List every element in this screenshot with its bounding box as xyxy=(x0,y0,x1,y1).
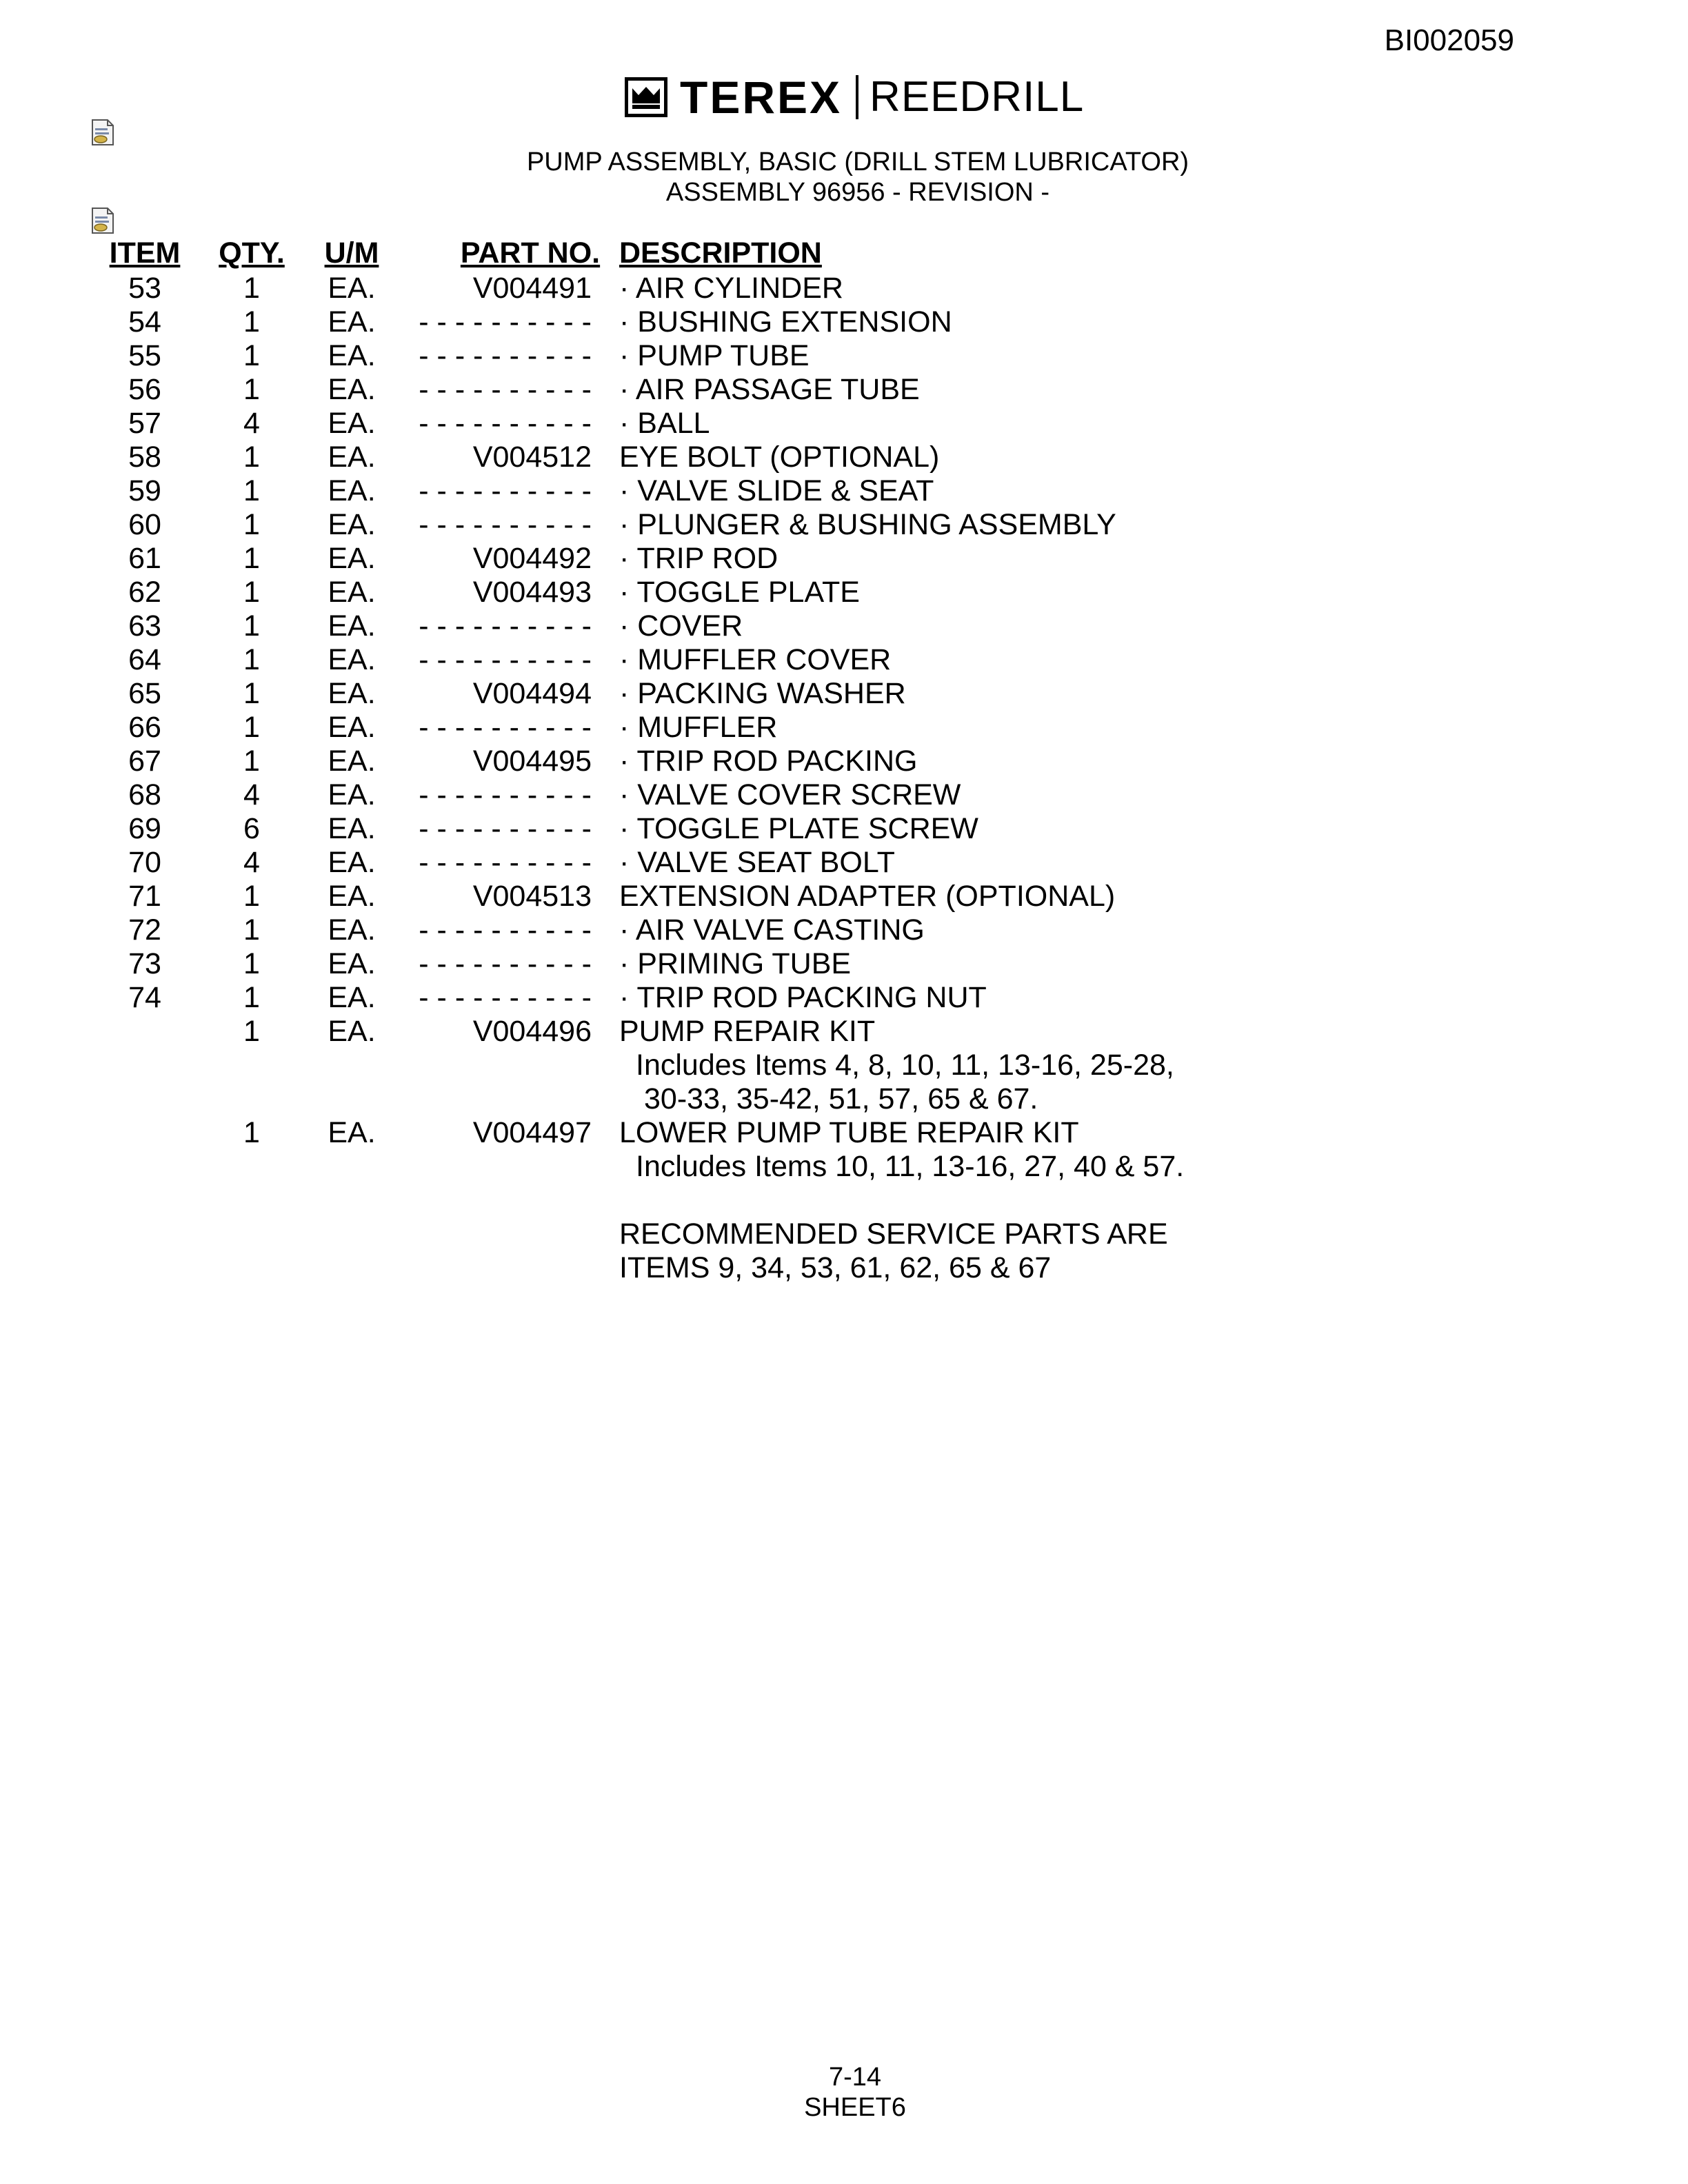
qty-cell: 4 xyxy=(243,778,260,811)
um-cell: EA. xyxy=(328,508,376,541)
qty-cell: 1 xyxy=(243,677,260,710)
empty-cell xyxy=(90,1049,200,1082)
empty-cell xyxy=(400,1217,619,1251)
empty-cell xyxy=(90,1217,200,1251)
qty-cell: 1 xyxy=(243,576,260,609)
empty-cell xyxy=(200,1251,303,1285)
logo-brand-text: TEREX xyxy=(680,72,843,123)
item-cell: 63 xyxy=(128,609,161,643)
part-no-cell: V004495 xyxy=(472,745,592,778)
header-part-no: PART NO. xyxy=(460,236,601,270)
part-no-cell: - - - - - - - - - - xyxy=(419,407,592,440)
description-cell: · VALVE COVER SCREW xyxy=(619,778,961,811)
um-cell: EA. xyxy=(328,981,376,1014)
part-no-cell: V004496 xyxy=(472,1015,592,1048)
description-cell: · PRIMING TUBE xyxy=(619,947,852,980)
part-no-cell: V004493 xyxy=(472,576,592,609)
item-cell: 62 xyxy=(128,576,161,609)
document-link-icon-2[interactable] xyxy=(91,207,114,234)
description-cell: · MUFFLER xyxy=(619,711,778,744)
qty-cell: 1 xyxy=(243,711,260,744)
um-cell: EA. xyxy=(328,305,376,338)
qty-cell: 1 xyxy=(243,508,260,541)
table-row xyxy=(90,542,1184,576)
qty-cell: 6 xyxy=(243,812,260,845)
description-cell: · AIR CYLINDER xyxy=(619,272,843,305)
table-row xyxy=(90,305,1184,339)
part-no-cell: - - - - - - - - - - xyxy=(419,339,592,372)
empty-cell xyxy=(90,1082,200,1116)
um-cell: EA. xyxy=(328,677,376,710)
empty-cell xyxy=(400,1150,619,1184)
part-no-cell: - - - - - - - - - - xyxy=(419,812,592,845)
logo-product-text: REEDRILL xyxy=(870,73,1085,121)
empty-cell xyxy=(200,1082,303,1116)
kit-includes-row xyxy=(90,1082,1184,1116)
um-cell: EA. xyxy=(328,407,376,440)
part-no-cell: V004497 xyxy=(472,1116,592,1149)
part-no-cell: - - - - - - - - - - xyxy=(419,778,592,811)
qty-cell: 1 xyxy=(243,542,260,575)
part-no-cell: - - - - - - - - - - xyxy=(419,981,592,1014)
description-cell: · BUSHING EXTENSION xyxy=(619,305,952,338)
empty-cell xyxy=(303,1251,400,1285)
um-cell: EA. xyxy=(328,1116,376,1149)
header-description: DESCRIPTION xyxy=(619,236,822,270)
description-cell: · TRIP ROD PACKING NUT xyxy=(619,981,987,1014)
kit-includes-row xyxy=(90,1150,1184,1184)
qty-cell: 1 xyxy=(243,1015,260,1048)
qty-cell: 1 xyxy=(243,913,260,947)
item-cell: 56 xyxy=(128,373,161,406)
terex-crown-logo-icon xyxy=(625,77,667,117)
qty-cell: 1 xyxy=(243,272,260,305)
part-no-cell: V004513 xyxy=(472,880,592,913)
qty-cell: 4 xyxy=(243,846,260,879)
part-no-cell: - - - - - - - - - - xyxy=(419,643,592,676)
qty-cell: 1 xyxy=(243,1116,260,1149)
table-row xyxy=(90,745,1184,778)
kit-description-cell: PUMP REPAIR KIT xyxy=(619,1015,876,1048)
qty-cell: 1 xyxy=(243,373,260,406)
table-row xyxy=(90,711,1184,745)
item-cell: 73 xyxy=(128,947,161,980)
qty-cell: 1 xyxy=(243,880,260,913)
part-no-cell: - - - - - - - - - - xyxy=(419,711,592,744)
um-cell: EA. xyxy=(328,745,376,778)
item-cell: 66 xyxy=(128,711,161,744)
table-row xyxy=(90,981,1184,1015)
note-row xyxy=(90,1251,1184,1285)
page-number: 7-14 xyxy=(828,2063,882,2092)
note-row xyxy=(90,1217,1184,1251)
um-cell: EA. xyxy=(328,913,376,947)
description-cell: · AIR VALVE CASTING xyxy=(619,913,925,947)
um-cell: EA. xyxy=(328,711,376,744)
header-um: U/M xyxy=(324,236,379,270)
part-no-cell: - - - - - - - - - - xyxy=(419,846,592,879)
qty-cell: 1 xyxy=(243,474,260,507)
table-row xyxy=(90,947,1184,981)
qty-cell: 1 xyxy=(243,981,260,1014)
part-no-cell: - - - - - - - - - - xyxy=(419,508,592,541)
qty-cell: 1 xyxy=(243,339,260,372)
description-cell: · VALVE SLIDE & SEAT xyxy=(619,474,934,507)
um-cell: EA. xyxy=(328,542,376,575)
item-cell: 67 xyxy=(128,745,161,778)
item-cell: 58 xyxy=(128,441,161,474)
um-cell: EA. xyxy=(328,441,376,474)
qty-cell: 1 xyxy=(243,441,260,474)
qty-cell: 1 xyxy=(243,643,260,676)
um-cell: EA. xyxy=(328,576,376,609)
item-cell: 65 xyxy=(128,677,161,710)
table-row xyxy=(90,677,1184,711)
empty-cell xyxy=(400,1049,619,1082)
um-cell: EA. xyxy=(328,947,376,980)
empty-cell xyxy=(200,1217,303,1251)
part-no-cell: V004494 xyxy=(472,677,592,710)
description-cell: EYE BOLT (OPTIONAL) xyxy=(619,441,940,474)
logo-divider xyxy=(856,75,858,119)
kit-description-cell: LOWER PUMP TUBE REPAIR KIT xyxy=(619,1116,1079,1149)
item-cell xyxy=(90,1116,200,1150)
description-cell: · COVER xyxy=(619,609,743,643)
qty-cell: 1 xyxy=(243,947,260,980)
empty-cell xyxy=(90,1251,200,1285)
um-cell: EA. xyxy=(328,778,376,811)
description-cell: · TRIP ROD xyxy=(619,542,778,575)
empty-cell xyxy=(303,1049,400,1082)
item-cell: 57 xyxy=(128,407,161,440)
item-cell: 55 xyxy=(128,339,161,372)
recommended-parts-note: RECOMMENDED SERVICE PARTS ARE xyxy=(619,1217,1168,1251)
um-cell: EA. xyxy=(328,643,376,676)
kit-includes-row xyxy=(90,1049,1184,1082)
table-row xyxy=(90,373,1184,407)
table-row xyxy=(90,609,1184,643)
document-link-icon[interactable] xyxy=(91,119,114,146)
qty-cell: 1 xyxy=(243,609,260,643)
table-row xyxy=(90,913,1184,947)
table-row xyxy=(90,508,1184,542)
item-cell: 70 xyxy=(128,846,161,879)
item-cell: 53 xyxy=(128,272,161,305)
empty-cell xyxy=(303,1217,400,1251)
description-cell: · TOGGLE PLATE SCREW xyxy=(619,812,978,845)
description-cell: · PACKING WASHER xyxy=(619,677,906,710)
part-no-cell: - - - - - - - - - - xyxy=(419,947,592,980)
item-cell: 54 xyxy=(128,305,161,338)
header-qty: QTY. xyxy=(219,236,285,270)
item-cell: 59 xyxy=(128,474,161,507)
table-row xyxy=(90,778,1184,812)
parts-table xyxy=(90,234,1184,1285)
item-cell: 72 xyxy=(128,913,161,947)
table-header-row xyxy=(90,234,1184,272)
table-row xyxy=(90,880,1184,913)
description-cell: · TRIP ROD PACKING xyxy=(619,745,918,778)
item-cell: 74 xyxy=(128,981,161,1014)
item-cell: 61 xyxy=(128,542,161,575)
description-cell: · PLUNGER & BUSHING ASSEMBLY xyxy=(619,508,1116,541)
description-cell: · MUFFLER COVER xyxy=(619,643,892,676)
table-row xyxy=(90,407,1184,441)
kit-includes-text: Includes Items 4, 8, 10, 11, 13-16, 25-28, xyxy=(636,1049,1174,1082)
part-no-cell: - - - - - - - - - - xyxy=(419,609,592,643)
spacer-row xyxy=(90,1184,1184,1217)
sheet-label: SHEET6 xyxy=(804,2093,906,2122)
description-cell: · TOGGLE PLATE xyxy=(619,576,860,609)
item-cell: 64 xyxy=(128,643,161,676)
um-cell: EA. xyxy=(328,880,376,913)
item-cell: 60 xyxy=(128,508,161,541)
empty-cell xyxy=(200,1150,303,1184)
table-row xyxy=(90,339,1184,373)
part-no-cell: - - - - - - - - - - xyxy=(419,305,592,338)
um-cell: EA. xyxy=(328,373,376,406)
um-cell: EA. xyxy=(328,474,376,507)
brand-logo xyxy=(625,72,1085,123)
table-row xyxy=(90,441,1184,474)
kit-row xyxy=(90,1116,1184,1150)
description-cell: · BALL xyxy=(619,407,710,440)
parts-table-body xyxy=(90,272,1184,1285)
part-no-cell: V004512 xyxy=(472,441,592,474)
empty-cell xyxy=(303,1150,400,1184)
item-cell xyxy=(90,1015,200,1049)
empty-cell xyxy=(303,1082,400,1116)
qty-cell: 4 xyxy=(243,407,260,440)
um-cell: EA. xyxy=(328,812,376,845)
description-cell: EXTENSION ADAPTER (OPTIONAL) xyxy=(619,880,1116,913)
table-row xyxy=(90,643,1184,677)
table-row xyxy=(90,474,1184,508)
part-no-cell: - - - - - - - - - - xyxy=(419,373,592,406)
description-cell: · AIR PASSAGE TUBE xyxy=(619,373,920,406)
um-cell: EA. xyxy=(328,339,376,372)
empty-cell xyxy=(200,1049,303,1082)
empty-cell xyxy=(400,1082,619,1116)
header-item: ITEM xyxy=(109,236,181,270)
table-row xyxy=(90,846,1184,880)
recommended-parts-note: ITEMS 9, 34, 53, 61, 62, 65 & 67 xyxy=(619,1251,1052,1284)
table-row xyxy=(90,812,1184,846)
description-cell: · VALVE SEAT BOLT xyxy=(619,846,895,879)
um-cell: EA. xyxy=(328,272,376,305)
qty-cell: 1 xyxy=(243,745,260,778)
qty-cell: 1 xyxy=(243,305,260,338)
document-id: BI002059 xyxy=(1384,23,1514,57)
item-cell: 69 xyxy=(128,812,161,845)
description-cell: · PUMP TUBE xyxy=(619,339,810,372)
um-cell: EA. xyxy=(328,846,376,879)
part-no-cell: V004491 xyxy=(472,272,592,305)
um-cell: EA. xyxy=(328,1015,376,1048)
document-subtitle: ASSEMBLY 96956 - REVISION - xyxy=(665,178,1050,207)
spacer-cell xyxy=(90,1184,1184,1217)
kit-includes-text: 30-33, 35-42, 51, 57, 65 & 67. xyxy=(644,1082,1038,1115)
empty-cell xyxy=(400,1251,619,1285)
table-row xyxy=(90,576,1184,609)
document-title: PUMP ASSEMBLY, BASIC (DRILL STEM LUBRICATOR) xyxy=(526,148,1189,176)
part-no-cell: V004492 xyxy=(472,542,592,575)
table-row xyxy=(90,272,1184,305)
um-cell: EA. xyxy=(328,609,376,643)
empty-cell xyxy=(90,1150,200,1184)
part-no-cell: - - - - - - - - - - xyxy=(419,474,592,507)
item-cell: 68 xyxy=(128,778,161,811)
kit-row xyxy=(90,1015,1184,1049)
item-cell: 71 xyxy=(128,880,161,913)
kit-includes-text: Includes Items 10, 11, 13-16, 27, 40 & 57. xyxy=(636,1150,1185,1183)
part-no-cell: - - - - - - - - - - xyxy=(419,913,592,947)
